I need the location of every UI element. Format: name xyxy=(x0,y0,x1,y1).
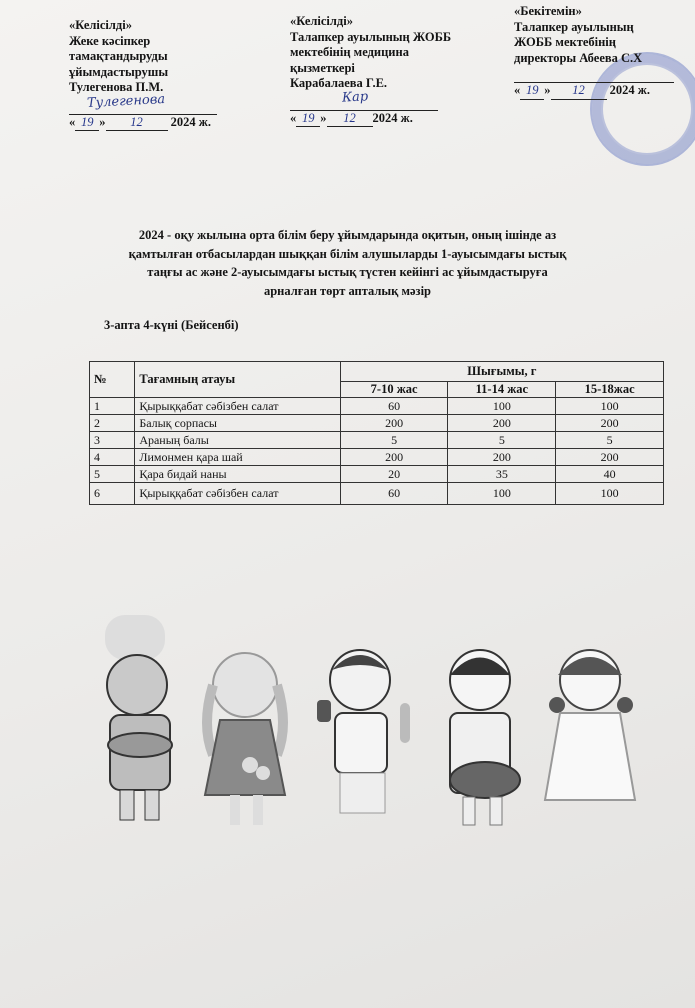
approval-title: «Келісілді» xyxy=(290,14,353,28)
approval-line: қызметкері xyxy=(290,60,355,75)
header-dish-name: Тағамның атауы xyxy=(135,362,340,398)
row-yield-11-14: 100 xyxy=(448,483,556,505)
approval-date: « 19 » 12 2024 ж. xyxy=(69,115,229,132)
date-month: 12 xyxy=(106,115,168,132)
date-day: 19 xyxy=(75,115,99,132)
title-line: қамтылған отбасылардан шыққан білім алушыларды 1-ауысымдағы ыстық xyxy=(128,246,567,261)
title-line: 2024 - оқу жылына орта білім беру ұйымдарында оқитын, оның ішінде аз xyxy=(138,228,557,242)
row-number: 3 xyxy=(90,432,135,449)
approval-date: « 19 » 12 2024 ж. xyxy=(290,111,490,128)
week-day-subtitle: 3-апта 4-күні (Бейсенбі) xyxy=(104,318,239,332)
signature-line xyxy=(69,91,217,115)
child-basket-figure xyxy=(450,650,520,825)
approval-line: Жеке кәсіпкер xyxy=(69,33,151,48)
date-month: 12 xyxy=(327,111,373,128)
date-day: 19 xyxy=(520,83,544,100)
approval-line: тамақтандыруды xyxy=(69,49,168,63)
approval-line: мектебінің медицина xyxy=(290,45,409,59)
approval-block-middle xyxy=(290,14,490,127)
row-number: 1 xyxy=(90,398,135,415)
row-yield-15-18: 100 xyxy=(556,483,664,505)
row-dish-name: Балық сорпасы xyxy=(135,415,340,432)
approval-block-left xyxy=(69,18,229,131)
header-yield: Шығымы, г xyxy=(340,362,663,382)
row-yield-7-10: 60 xyxy=(340,398,448,415)
row-yield-7-10: 60 xyxy=(340,483,448,505)
row-yield-15-18: 200 xyxy=(556,415,664,432)
row-yield-15-18: 5 xyxy=(556,432,664,449)
signature-line xyxy=(514,66,674,83)
approval-name: Тулегенова П.М. xyxy=(69,80,164,94)
approval-title: «Бекітемін» xyxy=(514,4,582,18)
title-line: таңғы ас және 2-ауысымдағы ыстық түстен кейінгі ас ұйымдастыруға xyxy=(147,265,548,279)
row-yield-7-10: 200 xyxy=(340,415,448,432)
table-row xyxy=(90,432,664,449)
row-yield-15-18: 40 xyxy=(556,466,664,483)
header-age-15-18: 15-18жас xyxy=(556,382,664,398)
menu-table xyxy=(89,361,664,505)
approval-block-right xyxy=(514,4,689,100)
row-yield-15-18: 100 xyxy=(556,398,664,415)
row-dish-name: Қырыққабат сәбізбен салат xyxy=(135,398,340,415)
table-row xyxy=(90,449,664,466)
row-yield-11-14: 35 xyxy=(448,466,556,483)
handwritten-signature: Тулегенова xyxy=(86,91,166,111)
header-age-7-10: 7-10 жас xyxy=(340,382,448,398)
row-dish-name: Қырыққабат сәбізбен салат xyxy=(135,483,340,505)
table-row xyxy=(90,483,664,505)
row-yield-7-10: 20 xyxy=(340,466,448,483)
child-chef-figure xyxy=(105,615,172,820)
child-pigtails-figure xyxy=(545,650,635,800)
row-dish-name: Қара бидай наны xyxy=(135,466,340,483)
row-dish-name: Лимонмен қара шай xyxy=(135,449,340,466)
child-girl-figure xyxy=(205,653,285,825)
row-number: 5 xyxy=(90,466,135,483)
row-yield-7-10: 5 xyxy=(340,432,448,449)
handwritten-signature: Кар xyxy=(341,88,369,106)
date-year: 2024 ж. xyxy=(372,110,413,125)
document-title xyxy=(90,226,605,300)
header-number: № xyxy=(90,362,135,398)
signature-line xyxy=(290,88,438,111)
table-row xyxy=(90,415,664,432)
header-age-11-14: 11-14 жас xyxy=(448,382,556,398)
approval-line: Талапкер ауылының ЖОББ xyxy=(290,29,452,44)
row-dish-name: Араның балы xyxy=(135,432,340,449)
children-illustration xyxy=(95,605,665,845)
date-year: 2024 ж. xyxy=(170,114,211,129)
row-yield-11-14: 200 xyxy=(448,449,556,466)
approval-line: ұйымдастырушы xyxy=(69,64,169,79)
approval-date: « 19 » 12 2024 ж. xyxy=(514,83,689,100)
child-boy-figure xyxy=(317,650,410,813)
approval-line: Талапкер ауылының xyxy=(514,19,634,34)
date-month: 12 xyxy=(551,83,607,100)
approval-name: Карабалаева Г.Е. xyxy=(290,76,388,90)
row-yield-15-18: 200 xyxy=(556,449,664,466)
row-yield-11-14: 200 xyxy=(448,415,556,432)
table-row xyxy=(90,466,664,483)
row-yield-11-14: 5 xyxy=(448,432,556,449)
approval-name: директоры Абеева С.Х xyxy=(514,50,643,65)
title-line: арналған төрт апталық мәзір xyxy=(263,283,432,298)
date-year: 2024 ж. xyxy=(609,83,650,97)
table-row xyxy=(90,398,664,415)
row-yield-7-10: 200 xyxy=(340,449,448,466)
approval-title: «Келісілді» xyxy=(69,18,132,32)
row-number: 2 xyxy=(90,415,135,432)
row-yield-11-14: 100 xyxy=(448,398,556,415)
row-number: 6 xyxy=(90,483,135,505)
approval-line: ЖОББ мектебінің xyxy=(514,35,616,49)
row-number: 4 xyxy=(90,449,135,466)
date-day: 19 xyxy=(296,111,320,128)
